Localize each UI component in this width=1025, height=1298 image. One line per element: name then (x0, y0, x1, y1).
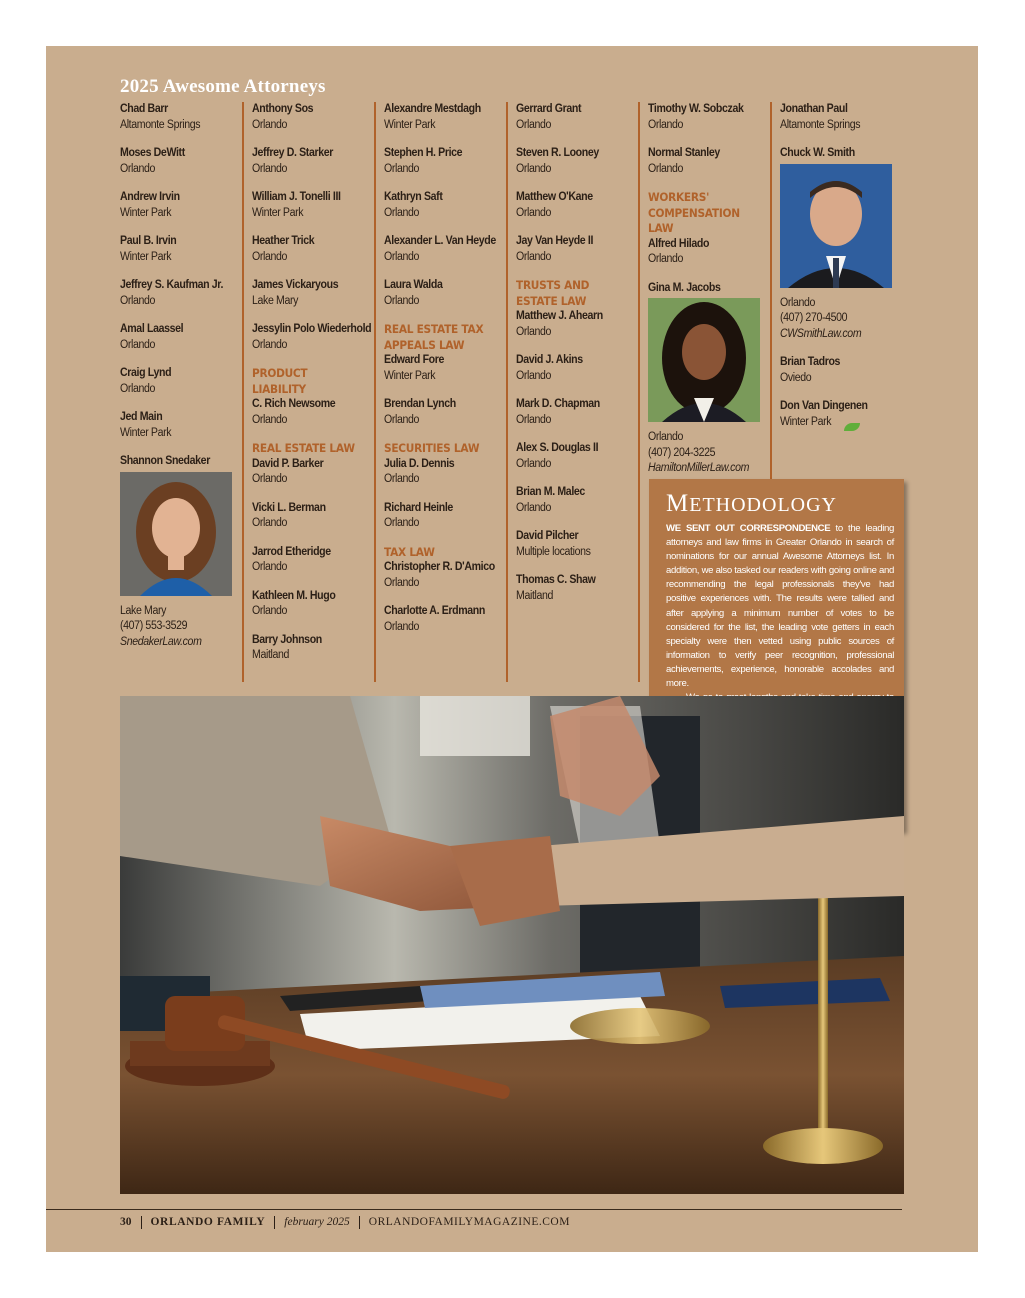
attorney-city: Orlando (516, 162, 552, 175)
attorney-name: Matthew O'Kane (516, 191, 593, 203)
attorney-name: C. Rich Newsome (252, 398, 336, 410)
attorney-entry (516, 234, 638, 265)
category-heading: TAX LAW (384, 544, 435, 559)
attorney-name: Timothy W. Sobczak (648, 103, 744, 115)
handshake-photo (120, 696, 904, 1194)
attorney-entry (648, 102, 770, 133)
column-3 (384, 102, 508, 682)
column-4 (516, 102, 640, 682)
attorney-entry (252, 146, 374, 177)
attorney-entry (516, 529, 638, 560)
attorney-name: Chad Barr (120, 103, 168, 115)
page-number: 30 (120, 1216, 132, 1228)
attorney-city: Orlando (252, 517, 288, 529)
attorney-city: Orlando (384, 576, 420, 589)
column-6 (780, 102, 904, 461)
attorney-name: Barry Johnson (252, 633, 322, 646)
attorney-entry (252, 501, 374, 532)
category-heading: PRODUCT LIABILITY (252, 366, 308, 396)
attorney-name: Andrew Irvin (120, 191, 180, 203)
attorney-name: David P. Barker (252, 457, 324, 470)
attorney-city: Orlando (384, 250, 420, 263)
footer-separator (274, 1216, 275, 1229)
attorney-city: Altamonte Springs (780, 118, 861, 131)
footer-separator (359, 1216, 360, 1229)
attorney-entry (252, 457, 374, 488)
footer-separator (141, 1216, 142, 1229)
attorney-entry (384, 397, 506, 428)
column-1 (120, 102, 244, 682)
attorney-name: Matthew J. Ahearn (516, 310, 603, 322)
attorney-name: Chuck W. Smith (780, 147, 855, 159)
attorney-name: Charlotte A. Erdmann (384, 605, 485, 617)
attorney-city: Orlando (648, 253, 684, 265)
attorney-name: Amal Laassel (120, 323, 184, 335)
category-heading: TRUSTS AND ESTATE LAW (516, 278, 590, 308)
attorney-name: David J. Akins (516, 354, 583, 366)
attorney-city: Orlando (516, 457, 552, 470)
attorney-name: Moses DeWitt (120, 147, 185, 159)
attorney-city: Oviedo (780, 371, 812, 384)
attorney-city: Lake Mary (252, 294, 299, 307)
attorney-entry (252, 102, 374, 133)
footer-date: february 2025 (284, 1216, 350, 1228)
magazine-page (46, 46, 978, 1252)
attorney-name: Kathryn Saft (384, 191, 443, 203)
attorney-entry (516, 353, 638, 384)
attorney-entry (384, 102, 506, 133)
attorney-name: Brendan Lynch (384, 398, 456, 410)
attorney-city: Orlando (384, 620, 420, 633)
attorney-entry (384, 604, 506, 635)
attorney-phone: (407) 553-3529 (120, 620, 188, 632)
attorney-city: Winter Park (780, 415, 832, 428)
attorney-entry (120, 190, 242, 221)
attorney-city: Orlando (384, 206, 420, 219)
category-heading: REAL ESTATE LAW (252, 441, 355, 455)
attorney-name: Jeffrey S. Kaufman Jr. (120, 279, 224, 291)
attorney-city: Lake Mary (120, 604, 167, 617)
attorney-city: Maitland (516, 589, 554, 602)
attorney-name: William J. Tonelli III (252, 191, 341, 203)
attorney-entry (252, 397, 374, 428)
attorney-name: Alexander L. Van Heyde (384, 235, 496, 247)
attorney-city: Orlando (252, 605, 288, 617)
methodology-title-rest: ETHODOLOGY (689, 494, 837, 516)
attorney-name: Craig Lynd (120, 367, 172, 379)
attorney-city: Winter Park (252, 206, 304, 219)
attorney-name: Brian M. Malec (516, 486, 585, 498)
attorney-entry (384, 190, 506, 221)
methodology-paragraph-1: to the leading attorneys and law firms in Greater Orlando in search of nominations for our annual Awesome Attorneys list. In addition, we also tasked our readers with going online and recommending the legal professionals they've had positive experiences with. The results were tallied and after applying a minimum number of votes to be considered for the list, the leading vote getters in each specialty were then vetted using public sources of information to verify peer recognition, professional achievements, experience, honorable accolades and more. (666, 523, 894, 690)
attorney-entry (384, 560, 506, 591)
attorney-city: Orlando (516, 118, 552, 131)
attorney-photo (120, 472, 232, 596)
attorney-city: Winter Park (120, 250, 172, 263)
attorney-name: Heather Trick (252, 235, 315, 247)
attorney-city: Winter Park (120, 206, 172, 219)
attorney-entry (648, 146, 770, 177)
page-title: 2025 Awesome Attorneys (120, 76, 326, 97)
category-heading: WORKERS' COMPENSATION LAW (648, 190, 740, 235)
attorney-city: Orlando (516, 501, 552, 514)
attorney-entry (780, 355, 904, 386)
attorney-name: Alfred Hilado (648, 237, 710, 250)
attorney-name: Thomas C. Shaw (516, 574, 596, 586)
attorney-entry (120, 366, 242, 397)
attorney-city: Orlando (252, 250, 288, 263)
attorney-entry (120, 322, 242, 353)
category-heading: REAL ESTATE TAX APPEALS LAW (384, 322, 484, 352)
attorney-name: Jeffrey D. Starker (252, 147, 334, 159)
attorney-name: Brian Tadros (780, 356, 841, 368)
footer (120, 1213, 570, 1231)
attorney-name: Jarrod Etheridge (252, 545, 331, 558)
attorney-photo (780, 164, 892, 288)
attorney-name: Alex S. Douglas II (516, 442, 599, 454)
attorney-name: Gina M. Jacobs (648, 281, 721, 294)
attorney-entry (384, 457, 506, 488)
attorney-city: Orlando (516, 206, 552, 219)
attorney-entry (780, 399, 904, 448)
attorney-name: Vicki L. Berman (252, 501, 326, 514)
attorney-name: Mark D. Chapman (516, 398, 600, 410)
attorney-name: Gerrard Grant (516, 103, 582, 115)
attorney-phone: (407) 270-4500 (780, 312, 848, 324)
attorney-city: Orlando (120, 382, 156, 395)
attorney-city: Orlando (120, 294, 156, 307)
attorney-entry (120, 278, 242, 309)
attorney-website[interactable]: HamiltonMillerLaw.com (648, 462, 750, 474)
attorney-entry (120, 146, 242, 177)
attorney-city: Multiple locations (516, 545, 591, 558)
attorney-entry (516, 190, 638, 221)
methodology-title-initial: M (666, 490, 690, 517)
methodology-title (666, 491, 894, 518)
attorney-name: Richard Heinle (384, 501, 453, 514)
attorney-city: Orlando (384, 162, 420, 175)
attorney-city: Orlando (384, 413, 420, 426)
attorney-city: Orlando (252, 118, 288, 131)
attorney-city: Orlando (252, 162, 288, 175)
attorney-entry (252, 322, 374, 353)
attorney-city: Orlando (120, 338, 156, 351)
attorney-name: Paul B. Irvin (120, 235, 177, 247)
attorney-city: Maitland (252, 649, 290, 661)
attorney-entry (516, 573, 638, 604)
attorney-city: Altamonte Springs (120, 118, 201, 131)
attorney-website[interactable]: CWSmithLaw.com (780, 327, 862, 340)
footer-brand: ORLANDO FAMILY (150, 1216, 266, 1228)
footer-url: ORLANDOFAMILYMAGAZINE.COM (368, 1216, 570, 1228)
attorney-entry (384, 146, 506, 177)
attorney-name: Normal Stanley (648, 147, 720, 159)
attorney-city: Orlando (648, 431, 684, 443)
attorney-entry (516, 485, 638, 516)
attorney-entry (120, 410, 242, 441)
attorney-name: Christopher R. D'Amico (384, 561, 495, 573)
attorney-entry (120, 454, 242, 650)
attorney-entry (120, 102, 242, 133)
attorney-entry (252, 545, 374, 576)
attorney-city: Orlando (384, 473, 420, 485)
attorney-entry (780, 146, 904, 342)
attorney-name: James Vickaryous (252, 279, 339, 291)
attorney-entry (516, 441, 638, 472)
attorney-city: Orlando (252, 338, 288, 351)
attorney-name: Steven R. Looney (516, 147, 599, 159)
attorney-name: Edward Fore (384, 354, 445, 366)
attorney-name: Jay Van Heyde II (516, 235, 594, 247)
attorney-city: Orlando (384, 294, 420, 307)
attorney-city: Orlando (384, 517, 420, 529)
attorney-entry (648, 237, 770, 268)
attorney-city: Orlando (516, 325, 552, 338)
attorney-entry (516, 146, 638, 177)
attorney-name: Alexandre Mestdagh (384, 103, 481, 115)
footer-rule (46, 1209, 902, 1210)
attorney-name: Kathleen M. Hugo (252, 589, 336, 602)
attorney-city: Orlando (648, 118, 684, 131)
attorney-entry (516, 102, 638, 133)
attorney-entry (516, 309, 638, 340)
attorney-website[interactable]: SnedakerLaw.com (120, 635, 202, 648)
attorney-city: Winter Park (384, 118, 436, 131)
attorney-city: Orlando (252, 413, 288, 426)
attorney-entry (780, 102, 904, 133)
attorney-city: Winter Park (120, 426, 172, 439)
attorney-city: Orlando (780, 296, 816, 309)
attorney-name: Jonathan Paul (780, 103, 848, 115)
attorney-photo (648, 298, 760, 422)
attorney-phone: (407) 204-3225 (648, 446, 716, 459)
attorney-entry (252, 190, 374, 221)
attorney-city: Orlando (120, 162, 156, 175)
attorney-name: Anthony Sos (252, 103, 314, 115)
attorney-entry (384, 278, 506, 309)
methodology-lead: WE SENT OUT CORRESPONDENCE (666, 523, 831, 534)
attorney-city: Winter Park (384, 369, 436, 382)
attorney-entry (384, 234, 506, 265)
attorney-city: Orlando (516, 369, 552, 382)
attorney-name: Shannon Snedaker (120, 455, 210, 467)
attorney-name: David Pilcher (516, 530, 579, 542)
attorney-city: Orlando (252, 561, 288, 573)
attorney-entry (252, 278, 374, 309)
category-heading: SECURITIES LAW (384, 441, 480, 455)
attorney-city: Orlando (516, 250, 552, 263)
attorney-name: Jed Main (120, 411, 163, 423)
attorney-city: Orlando (252, 473, 288, 485)
attorney-name: Jessylin Polo Wiederhold (252, 323, 372, 335)
attorney-entry (120, 234, 242, 265)
attorney-entry (384, 353, 506, 384)
attorney-city: Orlando (516, 413, 552, 426)
attorney-city: Orlando (648, 162, 684, 175)
attorney-entry (252, 589, 374, 620)
attorney-name: Laura Walda (384, 279, 443, 291)
attorney-name: Stephen H. Price (384, 147, 463, 159)
attorney-entry (384, 501, 506, 532)
attorney-entry (648, 281, 770, 477)
attorney-entry (516, 397, 638, 428)
attorney-entry (252, 633, 374, 664)
column-2 (252, 102, 376, 682)
attorney-name: Don Van Dingenen (780, 400, 868, 412)
attorney-entry (252, 234, 374, 265)
attorney-name: Julia D. Dennis (384, 457, 455, 470)
